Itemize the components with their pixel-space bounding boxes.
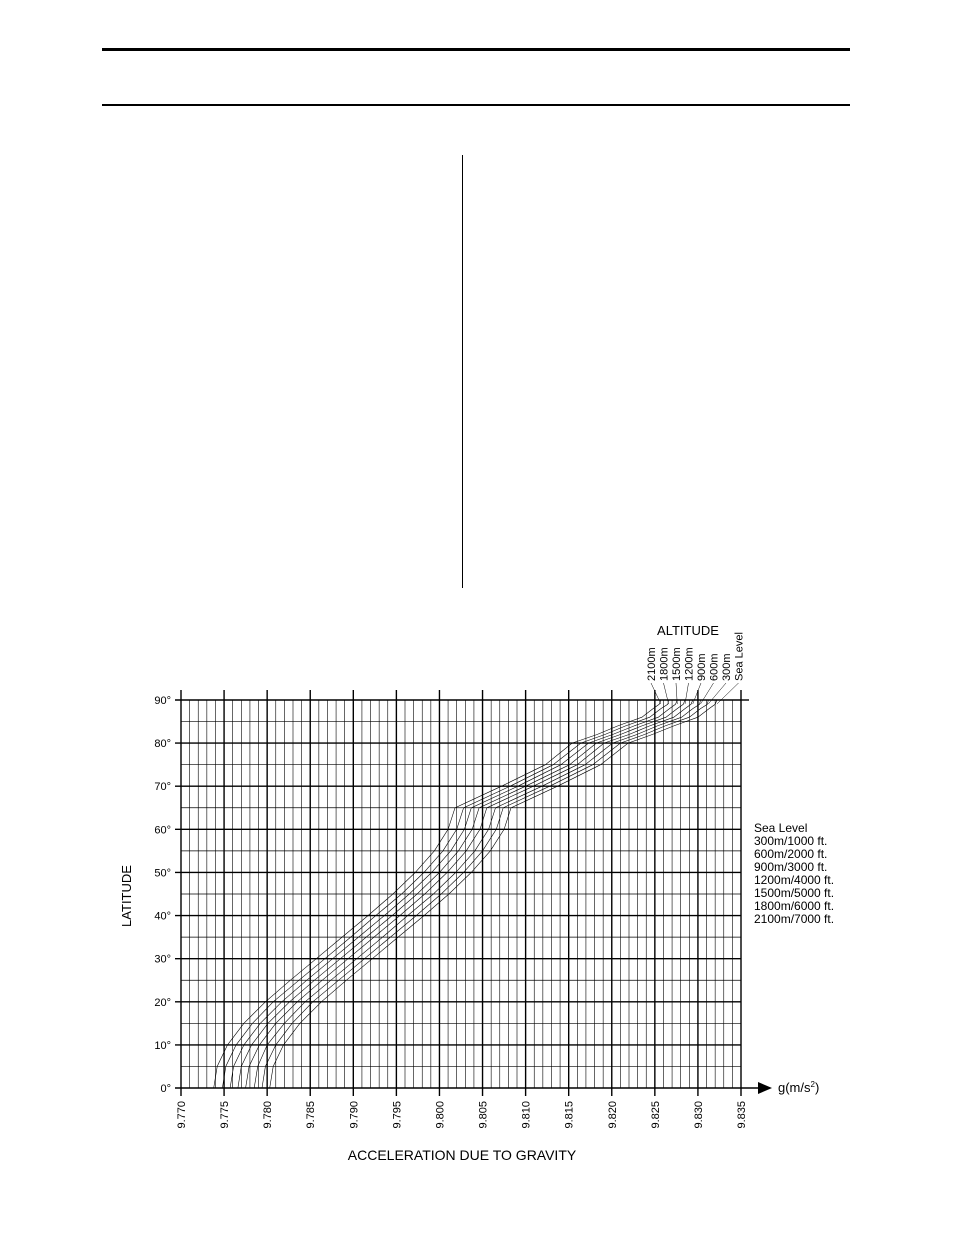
altitude-leader	[701, 683, 714, 704]
x-tick-label: 9.795	[391, 1101, 404, 1129]
y-tick-label: 30°	[154, 953, 171, 966]
x-tick-label: 9.815	[563, 1101, 576, 1129]
altitude-label: 900m	[696, 653, 708, 681]
x-axis-arrow	[758, 1082, 772, 1094]
altitude-title: ALTITUDE	[657, 623, 719, 638]
legend-entry: 300m/1000 ft.	[754, 834, 828, 848]
altitude-label: 1200m	[683, 647, 696, 681]
altitude-label: 1500m	[671, 647, 683, 681]
x-axis-unit: $g(m/s^2)$	[778, 1080, 820, 1095]
x-tick-label: 9.785	[305, 1101, 318, 1129]
altitude-label: 1800m	[658, 647, 671, 681]
y-tick-label: 10°	[154, 1039, 171, 1052]
x-tick-label: 9.805	[477, 1101, 490, 1129]
y-tick-label: 70°	[154, 781, 171, 794]
legend-entry: 600m/2000 ft.	[754, 847, 828, 861]
x-tick-label: 9.835	[736, 1101, 748, 1129]
y-tick-label: 90°	[154, 695, 171, 707]
altitude-label: Sea Level	[733, 632, 746, 681]
legend-entry: 900m/3000 ft.	[754, 860, 828, 874]
altitude-leader	[708, 683, 726, 704]
legend-entry: 1500m/5000 ft.	[754, 886, 835, 900]
x-tick-label: 9.825	[649, 1101, 662, 1129]
y-tick-label: 80°	[154, 738, 171, 751]
x-axis-label: ACCELERATION DUE TO GRAVITY	[347, 1147, 577, 1163]
y-tick-label: 50°	[154, 867, 171, 880]
altitude-label: 2100m	[646, 647, 658, 681]
x-tick-label: 9.775	[219, 1101, 232, 1129]
y-tick-label: 60°	[154, 824, 171, 837]
altitude-label: 600m	[708, 653, 721, 681]
altitude-leader	[651, 683, 661, 704]
altitude-leader	[693, 683, 701, 704]
y-tick-label: 20°	[154, 996, 171, 1009]
x-tick-label: 9.790	[348, 1101, 361, 1129]
x-tick-label: 9.780	[262, 1101, 275, 1129]
altitude-leader	[685, 683, 689, 704]
altitude-leader	[664, 683, 669, 704]
legend-entry: 1800m/6000 ft.	[754, 899, 835, 913]
y-axis-label: LATITUDE	[119, 865, 134, 927]
x-tick-label: 9.810	[520, 1101, 533, 1129]
legend-entry: 2100m/7000 ft.	[754, 912, 835, 926]
chart-grid	[175, 690, 772, 1096]
x-tick-label: 9.770	[176, 1101, 188, 1129]
altitude-label: 300m	[721, 653, 733, 681]
altitude-leader	[717, 683, 739, 704]
legend-entry: Sea Level	[754, 821, 808, 835]
y-tick-label: 0°	[160, 1083, 171, 1095]
x-tick-label: 9.820	[606, 1101, 619, 1129]
x-tick-label: 9.800	[434, 1101, 447, 1129]
legend-entry: 1200m/4000 ft.	[754, 873, 835, 887]
y-tick-label: 40°	[154, 910, 171, 923]
x-tick-label: 9.830	[692, 1101, 705, 1129]
